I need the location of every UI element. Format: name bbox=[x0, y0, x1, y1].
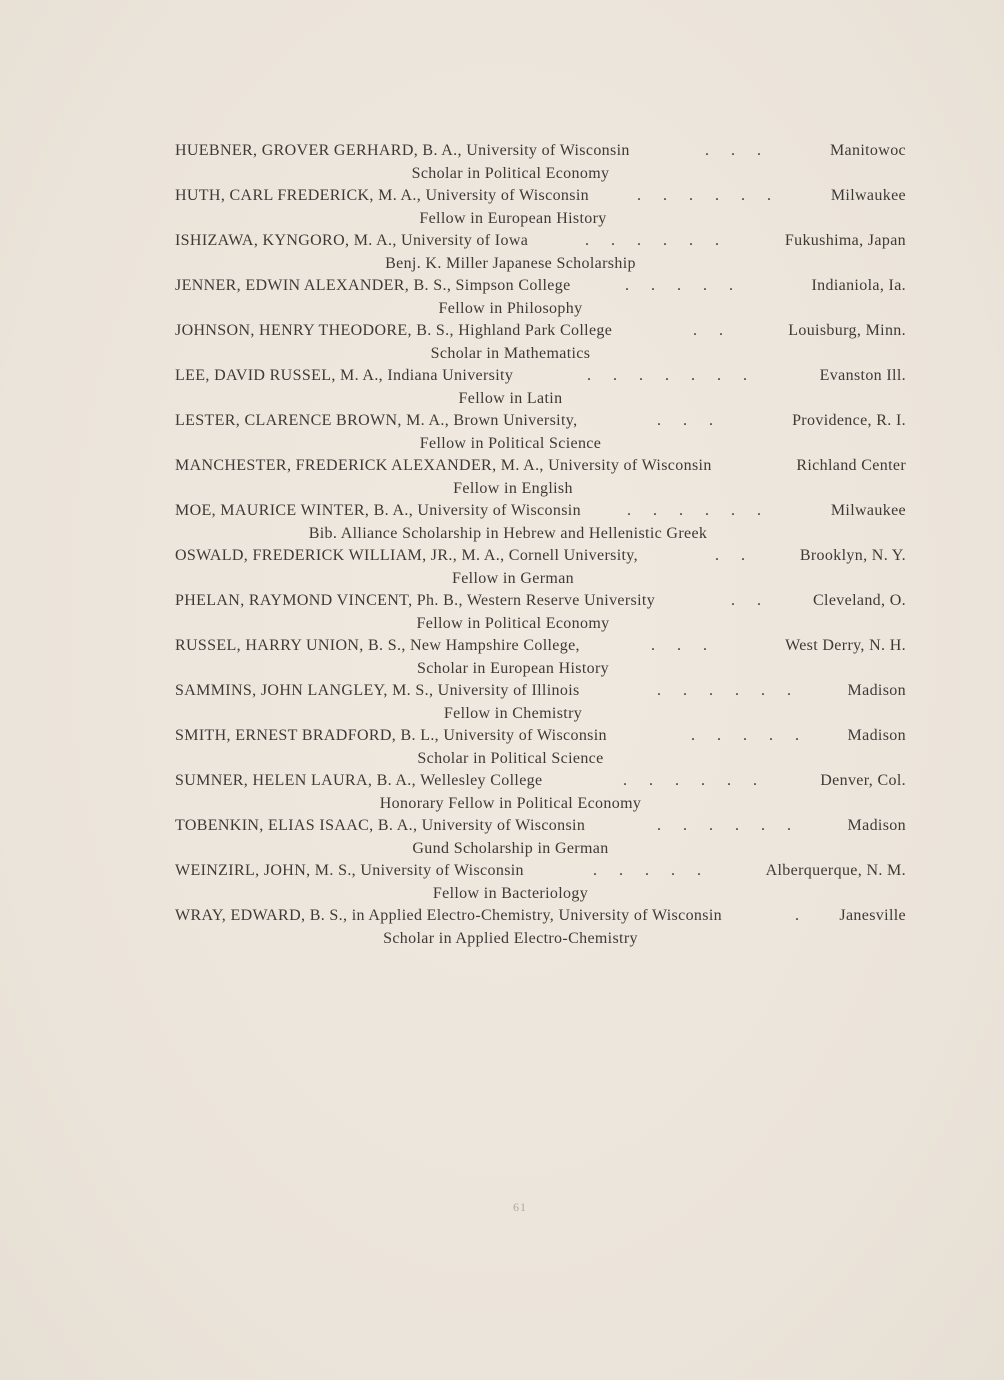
entry-name: SUMNER, HELEN LAURA, B. A., Wellesley College bbox=[175, 772, 543, 789]
entry-place: Madison bbox=[847, 682, 906, 699]
list-item bbox=[175, 634, 906, 679]
dot-leader: . . . . . . bbox=[637, 187, 771, 204]
entry-place: West Derry, N. H. bbox=[785, 637, 906, 654]
dot-leader: . . . . . . bbox=[623, 772, 757, 789]
dot-leader: . . . bbox=[657, 412, 713, 429]
entry-place: Milwaukee bbox=[830, 187, 906, 204]
entry-place: Evanston Ill. bbox=[819, 367, 906, 384]
entry-name: TOBENKIN, ELIAS ISAAC, B. A., University of Wisconsin bbox=[175, 817, 586, 834]
entry-name: LEE, DAVID RUSSEL, M. A., Indiana University bbox=[175, 367, 514, 384]
dot-leader: . . bbox=[715, 547, 745, 564]
entry-award: Scholar in Mathematics bbox=[430, 345, 591, 362]
dot-leader: . . . . . bbox=[593, 862, 701, 879]
dot-leader: . . . bbox=[705, 142, 761, 159]
entry-place: Providence, R. I. bbox=[792, 412, 906, 429]
entry-name: RUSSEL, HARRY UNION, B. S., New Hampshire College, bbox=[175, 637, 580, 654]
dot-leader: . . . . . . bbox=[627, 502, 761, 519]
dot-leader: . . . . . bbox=[625, 277, 733, 294]
fellows-scholars-list bbox=[175, 139, 906, 949]
entry-award: Fellow in Latin bbox=[458, 390, 563, 407]
entry-name: SAMMINS, JOHN LANGLEY, M. S., University of Illinois bbox=[175, 682, 580, 699]
dot-leader: . . . . . . bbox=[585, 232, 719, 249]
entry-award: Fellow in Bacteriology bbox=[432, 885, 589, 902]
entry-name: SMITH, ERNEST BRADFORD, B. L., University of Wisconsin bbox=[175, 727, 607, 744]
entry-award: Scholar in European History bbox=[416, 660, 610, 677]
list-item bbox=[175, 409, 906, 454]
list-item bbox=[175, 544, 906, 589]
entry-name: HUEBNER, GROVER GERHARD, B. A., University of Wisconsin bbox=[175, 142, 630, 159]
entry-place: Brooklyn, N. Y. bbox=[799, 547, 906, 564]
list-item bbox=[175, 499, 906, 544]
entry-name: WRAY, EDWARD, B. S., in Applied Electro-Chemistry, University of Wisconsin bbox=[175, 907, 723, 924]
list-item bbox=[175, 319, 906, 364]
entry-place: Milwaukee bbox=[830, 502, 906, 519]
dot-leader: . . . . . bbox=[691, 727, 799, 744]
entry-place: Madison bbox=[847, 817, 906, 834]
entry-place: Richland Center bbox=[796, 457, 906, 474]
list-item bbox=[175, 814, 906, 859]
entry-name: OSWALD, FREDERICK WILLIAM, JR., M. A., Cornell University, bbox=[175, 547, 638, 564]
entry-name: WEINZIRL, JOHN, M. S., University of Wisconsin bbox=[175, 862, 524, 879]
entry-award: Scholar in Political Economy bbox=[411, 165, 610, 182]
entry-award: Bib. Alliance Scholarship in Hebrew and Hellenistic Greek bbox=[308, 525, 708, 542]
list-item bbox=[175, 274, 906, 319]
list-item bbox=[175, 364, 906, 409]
list-item bbox=[175, 904, 906, 949]
entry-place: Indianiola, Ia. bbox=[811, 277, 906, 294]
list-item bbox=[175, 454, 906, 499]
entry-place: Alberquerque, N. M. bbox=[765, 862, 906, 879]
dot-leader: . . bbox=[693, 322, 723, 339]
list-item bbox=[175, 679, 906, 724]
entry-award: Fellow in Philosophy bbox=[438, 300, 583, 317]
entry-name: PHELAN, RAYMOND VINCENT, Ph. B., Western Reserve University bbox=[175, 592, 656, 609]
entry-award: Honorary Fellow in Political Economy bbox=[379, 795, 642, 812]
dot-leader: . . bbox=[731, 592, 761, 609]
entry-place: Madison bbox=[847, 727, 906, 744]
entry-name: MOE, MAURICE WINTER, B. A., University of Wisconsin bbox=[175, 502, 581, 519]
entry-award: Fellow in Political Economy bbox=[416, 615, 610, 632]
entry-place: Denver, Col. bbox=[820, 772, 906, 789]
list-item bbox=[175, 184, 906, 229]
entry-award: Fellow in Chemistry bbox=[443, 705, 583, 722]
entry-award: Benj. K. Miller Japanese Scholarship bbox=[385, 255, 636, 272]
entry-name: MANCHESTER, FREDERICK ALEXANDER, M. A., University of Wisconsin bbox=[175, 457, 712, 474]
entry-award: Scholar in Political Science bbox=[417, 750, 604, 767]
entry-place: Janesville bbox=[839, 907, 906, 924]
list-item bbox=[175, 769, 906, 814]
entry-name: HUTH, CARL FREDERICK, M. A., University of Wisconsin bbox=[175, 187, 590, 204]
page-number: 61 bbox=[513, 1200, 527, 1214]
dot-leader: . bbox=[795, 907, 799, 924]
entry-award: Fellow in European History bbox=[419, 210, 607, 227]
entry-place: Manitowoc bbox=[829, 142, 906, 159]
entry-award: Scholar in Applied Electro-Chemistry bbox=[383, 930, 638, 947]
list-item bbox=[175, 229, 906, 274]
list-item bbox=[175, 859, 906, 904]
entry-place: Louisburg, Minn. bbox=[788, 322, 906, 339]
dot-leader: . . . . . . . bbox=[587, 367, 747, 384]
entry-place: Fukushima, Japan bbox=[784, 232, 906, 249]
dot-leader: . . . . . . bbox=[657, 817, 791, 834]
entry-award: Gund Scholarship in German bbox=[412, 840, 609, 857]
list-item bbox=[175, 139, 906, 184]
dot-leader: . . . bbox=[651, 637, 707, 654]
list-item bbox=[175, 589, 906, 634]
entry-place: Cleveland, O. bbox=[813, 592, 906, 609]
entry-name: LESTER, CLARENCE BROWN, M. A., Brown University, bbox=[175, 412, 578, 429]
entry-name: JENNER, EDWIN ALEXANDER, B. S., Simpson College bbox=[175, 277, 571, 294]
list-item bbox=[175, 724, 906, 769]
entry-name: ISHIZAWA, KYNGORO, M. A., University of Iowa bbox=[175, 232, 529, 249]
entry-award: Fellow in English bbox=[453, 480, 573, 497]
entry-name: JOHNSON, HENRY THEODORE, B. S., Highland Park College bbox=[175, 322, 613, 339]
entry-award: Fellow in German bbox=[451, 570, 575, 587]
dot-leader: . . . . . . bbox=[657, 682, 791, 699]
entry-award: Fellow in Political Science bbox=[419, 435, 602, 452]
